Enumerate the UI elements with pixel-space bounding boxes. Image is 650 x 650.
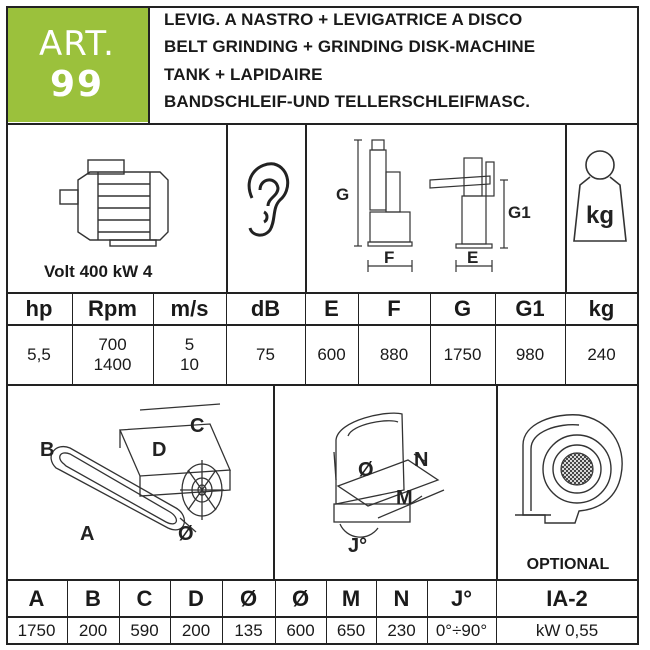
specs-header-cell: kg	[588, 296, 615, 321]
specs-header-cell: Rpm	[88, 296, 137, 321]
motor-caption: Volt 400 kW 4	[44, 262, 153, 281]
title-line-2: BELT GRINDING + GRINDING DISK-MACHINE	[164, 37, 536, 56]
article-label: ART.	[39, 24, 115, 64]
specs-value-line: 1750	[443, 345, 482, 364]
motor-icon	[40, 150, 200, 250]
specs-value-line: 5	[184, 335, 195, 354]
disk-diagram	[318, 400, 488, 570]
machine-dimension-drawing	[330, 132, 562, 282]
specs-value-cell	[72, 326, 153, 384]
dims-value-cell: 1750	[17, 620, 56, 640]
specs-value-cell	[305, 326, 358, 384]
specs-value-line: 75	[256, 345, 275, 364]
specs-value-cell	[153, 326, 226, 384]
specs-value-line: 980	[515, 345, 545, 364]
disk-label-n: N	[414, 449, 429, 471]
weight-icon	[570, 145, 630, 253]
dims-header-cell: C	[136, 585, 153, 611]
dim-label-f: F	[384, 248, 395, 267]
specs-header-cell: m/s	[170, 296, 209, 321]
specs-header-cell: G1	[515, 296, 545, 321]
dim-label-g: G	[336, 185, 350, 204]
dim-label-e: E	[467, 248, 479, 267]
specs-value-cell	[565, 326, 638, 384]
dims-value-cell: 600	[286, 620, 315, 640]
title-line-3: TANK + LAPIDAIRE	[164, 65, 323, 84]
dims-value-cell: 200	[181, 620, 211, 640]
specs-header-cell: hp	[25, 296, 53, 321]
specs-value-line: 240	[587, 345, 616, 364]
specs-value-line: 1400	[93, 355, 132, 374]
dims-value-cell: 590	[130, 620, 159, 640]
belt-diagram	[30, 400, 262, 570]
title-line-1: LEVIG. A NASTRO + LEVIGATRICE A DISCO	[164, 10, 523, 29]
dims-header-cell: A	[28, 585, 45, 611]
dims-header-cell: J°	[450, 585, 473, 611]
specs-value-line: 5,5	[27, 345, 51, 364]
dims-header-cell: IA-2	[546, 585, 588, 611]
specs-value-cell	[430, 326, 495, 384]
dims-header-cell: N	[393, 585, 410, 611]
article-number: 99	[49, 64, 105, 105]
optional-label: OPTIONAL	[526, 556, 610, 573]
weight-icon-label: kg	[585, 202, 615, 229]
title-line-4: BANDSCHLEIF-UND TELLERSCHLEIFMASC.	[164, 92, 531, 111]
specs-header-cell: G	[453, 296, 472, 321]
dims-header-cell: M	[341, 585, 361, 611]
belt-label-d: D	[152, 439, 167, 461]
dims-header-cell: Ø	[239, 585, 258, 611]
extractor-fan-icon	[505, 405, 631, 531]
specs-value-cell	[226, 326, 305, 384]
specs-value-cell	[495, 326, 565, 384]
specs-value-line: 10	[180, 355, 199, 374]
disk-label-m: M	[396, 487, 413, 509]
dims-value-cell: 135	[234, 620, 263, 640]
specs-value-line: 600	[317, 345, 346, 364]
dims-header-cell: Ø	[291, 585, 310, 611]
dims-value-cell: 230	[387, 620, 416, 640]
belt-label-dia: Ø	[178, 523, 194, 545]
disk-label-j: J°	[348, 535, 368, 557]
dims-value-cell: 0°÷90°	[435, 620, 488, 640]
dims-value-cell: kW 0,55	[535, 620, 599, 640]
specs-header-cell: dB	[250, 296, 281, 321]
dims-value-cell: 200	[78, 620, 108, 640]
dims-header-cell: B	[85, 585, 101, 611]
dims-value-cell: 650	[336, 620, 366, 640]
belt-label-a: A	[80, 523, 95, 545]
disk-label-dia: Ø	[358, 459, 374, 481]
specs-value-line: 880	[379, 345, 409, 364]
specs-value-cell	[358, 326, 430, 384]
specs-header-cell: F	[387, 296, 401, 321]
specs-value-cell	[6, 326, 72, 384]
specs-header-cell: E	[324, 296, 339, 321]
belt-label-c: C	[190, 415, 205, 437]
specs-value-line: 700	[98, 335, 127, 354]
ear-icon	[238, 158, 294, 240]
dims-header-cell: D	[188, 585, 204, 611]
dim-label-g1: G1	[508, 203, 531, 222]
article-badge	[6, 6, 148, 122]
belt-label-b: B	[40, 439, 55, 461]
